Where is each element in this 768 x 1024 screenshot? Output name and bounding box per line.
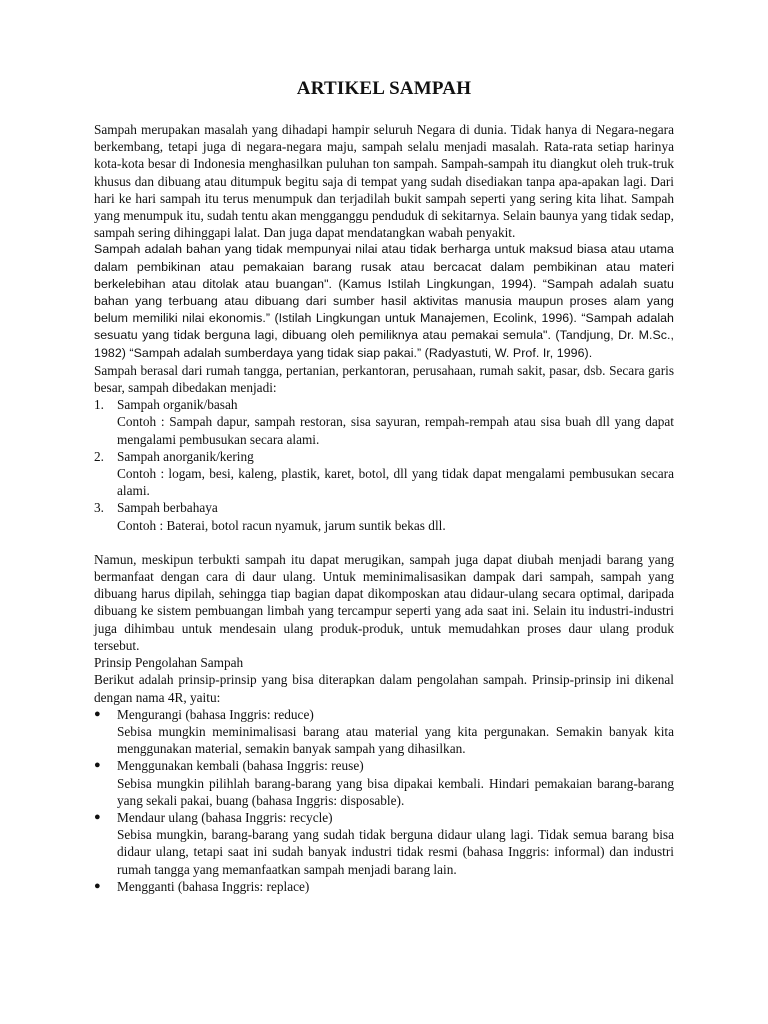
principles-list [94,706,674,895]
paragraph-intro: Sampah merupakan masalah yang dihadapi hampir seluruh Negara di dunia. Tidak hanya di Negara-negara berkembang, tetapi juga di negara-negara maju, sampah selalu menjadi masalah. Rata-rata setiap harinya kota-kota besar di Indonesia menghasilkan puluhan ton sampah. Sampah-sampah itu diangkut oleh truk-truk khusus dan dibuang atau ditumpuk begitu saja di tempat yang sudah disediakan tanpa apa-apakan lagi. Dari hari ke hari sampah itu terus menumpuk dan terjadilah bukit sampah seperti yang sering kita lihat. Sampah yang menumpuk itu, sudah tentu akan mengganggu penduduk di sekitarnya. Selain baunya yang tidak sedap, sampah sering dihinggapi lalat. Dan juga dapat mendatangkan wabah penyakit. [94,122,674,241]
list-item-desc: Contoh : Sampah dapur, sampah restoran, sisa sayuran, rempah-rempah atau sisa buah dll yang dapat mengalami pembusukan secara alami. [117,414,674,447]
bullet-icon: ● [94,707,101,720]
list-item [94,499,674,533]
list-item-title: Mendaur ulang (bahasa Inggris: recycle) [117,809,333,825]
list-item-desc: Sebisa mungkin pilihlah barang-barang yang bisa dipakai kembali. Hindari pemakaian barang-barang yang sekali pakai, buang (bahasa Inggris: disposable). [117,775,674,808]
bullet-icon: ● [94,810,101,823]
list-item-title: Menggunakan kembali (bahasa Inggris: reuse) [117,758,364,774]
section-heading: Prinsip Pengolahan Sampah [94,655,244,671]
list-item [94,757,674,809]
list-item [94,396,674,448]
list-item-desc: Contoh : Baterai, botol racun nyamuk, jarum suntik bekas dll. [117,517,446,533]
list-item-desc: Sebisa mungkin, barang-barang yang sudah tidak berguna didaur ulang lagi. Tidak semua barang bisa didaur ulang, tetapi saat ini sudah banyak industri tidak resmi (bahasa Inggris: informal) dan industri rumah tangga yang memanfaatkan sampah menjadi barang lain. [117,827,674,877]
list-number: 2. [94,448,104,464]
list-item-desc: Sebisa mungkin meminimalisasi barang atau material yang kita pergunakan. Semakin banyak kita menggunakan material, semakin banyak sampah yang dihasilkan. [117,723,674,757]
list-number: 1. [94,397,104,413]
list-item-title: Sampah berbahaya [117,500,218,516]
paragraph-definitions: Sampah adalah bahan yang tidak mempunyai nilai atau tidak berharga untuk maksud biasa atau utama dalam pembikinan atau pemakaian barang rusak atau bercacat dalam pembikinan atau materi berkelebihan atau ditolak atau buangan". (Kamus Istilah Lingkungan, 1994). “Sampah adalah suatu bahan yang terbuang atau dibuang dari sumber hasil aktivitas manusia maupun proses alam yang belum memiliki nilai ekonomis.” (Istilah Lingkungan untuk Manajemen, Ecolink, 1996). “Sampah adalah sesuatu yang tidak berguna lagi, dibuang oleh pemiliknya atau pemakai semula". (Tandjung, Dr. M.Sc., 1982) “Sampah adalah sumberdaya yang tidak siap pakai.” (Radyastuti, W. Prof. Ir, 1996). [94,242,674,360]
list-item [94,809,674,878]
waste-types-list [94,396,674,534]
bullet-icon: ● [94,879,101,892]
list-item-desc: Contoh : logam, besi, kaleng, plastik, karet, botol, dll yang tidak dapat mengalami pembusukan secara alami. [117,466,674,499]
list-item-title: Sampah organik/basah [117,397,238,413]
list-item [94,448,674,500]
list-item [94,878,674,895]
list-item-title: Mengganti (bahasa Inggris: replace) [117,878,310,894]
page-title: ARTIKEL SAMPAH [296,78,472,99]
list-item [94,706,674,758]
article-body [94,121,674,895]
bullet-icon: ● [94,759,101,772]
paragraph-principles-intro: Berikut adalah prinsip-prinsip yang bisa diterapkan dalam pengolahan sampah. Prinsip-prinsip ini dikenal dengan nama 4R, yaitu: [94,672,674,705]
paragraph-sources: Sampah berasal dari rumah tangga, pertanian, perkantoran, perusahaan, rumah sakit, pasar, dsb. Secara garis besar, sampah dibedakan menjadi: [94,362,674,396]
paragraph-recycling: Namun, meskipun terbukti sampah itu dapat merugikan, sampah juga dapat diubah menjadi barang yang bermanfaat dengan cara di daur ulang. Untuk meminimalisasikan dampak dari sampah, sampah yang dibuang harus dipilah, sehingga tiap bagian dapat dikomposkan atau didaur-ulang secara optimal, daripada dibuang ke sistem pembuangan limbah yang tercampur seperti yang ada saat ini. Selain itu industri-industri juga dihimbau untuk mendesain ulang produk-produk, untuk memudahkan proses daur ulang produk tersebut. [94,551,674,653]
list-item-title: Mengurangi (bahasa Inggris: reduce) [117,706,314,722]
list-number: 3. [94,500,104,516]
list-item-title: Sampah anorganik/kering [117,448,254,464]
